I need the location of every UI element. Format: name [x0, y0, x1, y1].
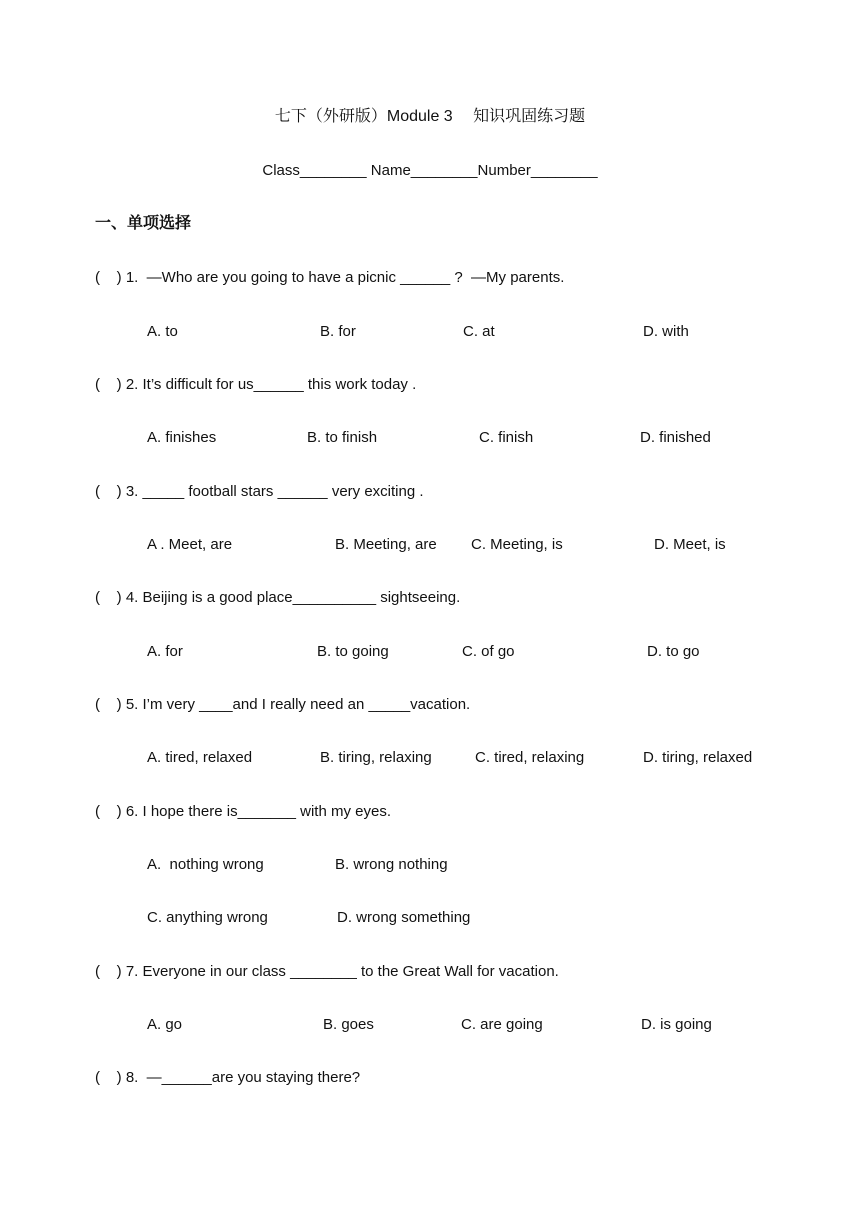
question-3-stem: ( ) 3. _____ football stars ______ very exciting . — [95, 483, 424, 500]
q1-option-d: D. with — [643, 323, 689, 340]
question-2-stem: ( ) 2. It’s difficult for us______ this work today . — [95, 376, 417, 393]
question-6-stem: ( ) 6. I hope there is_______ with my eyes. — [95, 803, 391, 820]
q2-option-c: C. finish — [479, 429, 534, 446]
q4-option-c: C. of go — [462, 643, 515, 660]
q5-option-a: A. tired, relaxed — [147, 749, 253, 766]
q3-option-c: C. Meeting, is — [471, 536, 563, 553]
q7-option-c: C. are going — [461, 1016, 543, 1033]
q4-option-d: D. to go — [647, 643, 700, 660]
q1-option-a: A. to — [147, 323, 178, 340]
q2-option-b: B. to finish — [307, 429, 378, 446]
q5-option-b: B. tiring, relaxing — [320, 749, 432, 766]
q7-option-b: B. goes — [323, 1016, 374, 1033]
q6-option-b: B. wrong nothing — [335, 856, 448, 873]
q3-option-d: D. Meet, is — [654, 536, 726, 553]
q3-option-b: B. Meeting, are — [335, 536, 437, 553]
q1-option-b: B. for — [320, 323, 356, 340]
q4-option-a: A. for — [147, 643, 183, 660]
q5-option-d: D. tiring, relaxed — [643, 749, 753, 766]
question-7-stem: ( ) 7. Everyone in our class ________ to the Great Wall for vacation. — [95, 963, 559, 980]
q3-option-a: A . Meet, are — [147, 536, 233, 553]
question-1-stem: ( ) 1. —Who are you going to have a picnic ______ ? —My parents. — [95, 269, 565, 286]
q6-option-c: C. anything wrong — [147, 909, 268, 926]
q6-option-d: D. wrong something — [337, 909, 471, 926]
q7-option-d: D. is going — [641, 1016, 712, 1033]
q7-option-a: A. go — [147, 1016, 183, 1033]
q5-option-c: C. tired, relaxing — [475, 749, 585, 766]
q4-option-b: B. to going — [317, 643, 389, 660]
q2-option-a: A. finishes — [147, 429, 217, 446]
page-title: 七下（外研版）Module 3 知识巩固练习题 — [274, 108, 586, 125]
question-4-stem: ( ) 4. Beijing is a good place__________ sightseeing. — [95, 589, 461, 606]
q1-option-c: C. at — [463, 323, 495, 340]
student-info-line: Class________ Name________Number________ — [262, 162, 598, 179]
question-5-stem: ( ) 5. I’m very ____and I really need an _____vacation. — [95, 696, 471, 713]
q6-option-a: A. nothing wrong — [147, 856, 264, 873]
q2-option-d: D. finished — [640, 429, 711, 446]
section-heading: 一、单项选择 — [95, 215, 192, 232]
question-8-stem: ( ) 8. —______are you staying there? — [95, 1069, 361, 1086]
